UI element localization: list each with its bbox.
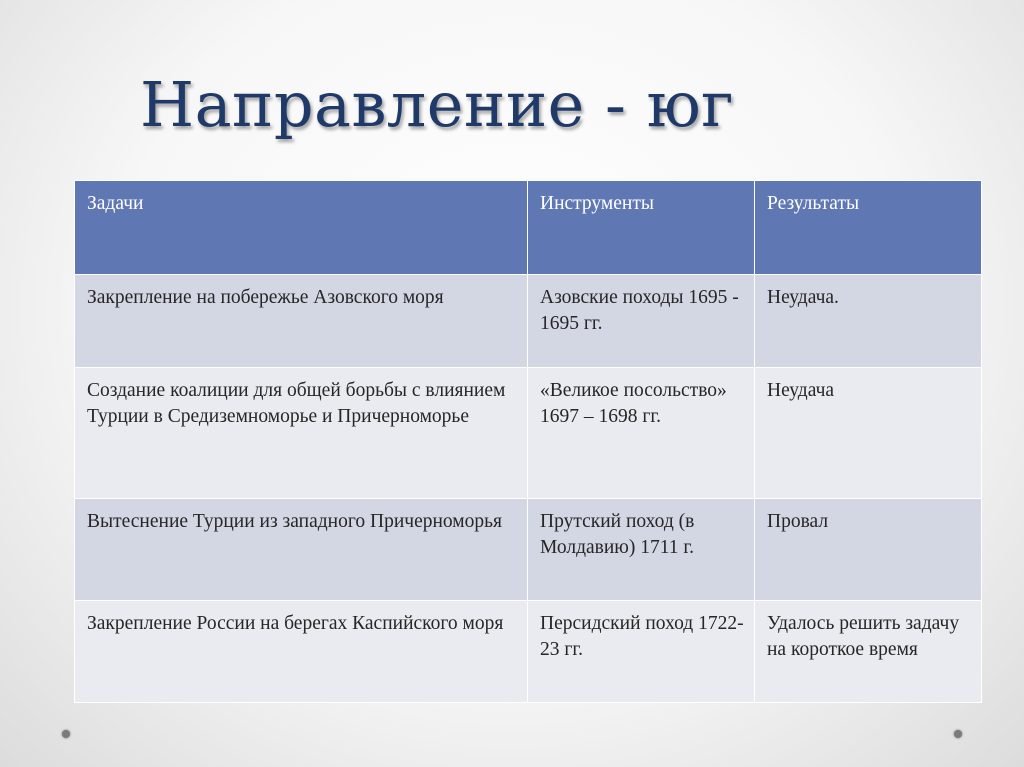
result-cell: Удалось решить задачу на короткое время <box>755 601 982 703</box>
result-cell: Провал <box>755 499 982 601</box>
table-header-row <box>75 181 982 275</box>
instrument-cell: Персидский поход 1722-23 гг. <box>528 601 755 703</box>
task-cell: Закрепление на побережье Азовского моря <box>75 275 528 368</box>
instrument-cell: Прутский поход (в Молдавию) 1711 г. <box>528 499 755 601</box>
task-cell: Вытеснение Турции из западного Причерноморья <box>75 499 528 601</box>
table-row <box>75 601 982 703</box>
header-tasks: Задачи <box>75 181 528 275</box>
task-cell: Закрепление России на берегах Каспийского моря <box>75 601 528 703</box>
tasks-table <box>74 180 982 703</box>
table-row <box>75 368 982 499</box>
result-cell: Неудача. <box>755 275 982 368</box>
result-cell: Неудача <box>755 368 982 499</box>
table-row <box>75 499 982 601</box>
instrument-cell: Азовские походы 1695 - 1695 гг. <box>528 275 755 368</box>
table-row <box>75 275 982 368</box>
header-instruments: Инструменты <box>528 181 755 275</box>
instrument-cell: «Великое посольство» 1697 – 1698 гг. <box>528 368 755 499</box>
slide-title: Направление - юг <box>140 68 735 141</box>
task-cell: Создание коалиции для общей борьбы с влиянием Турции в Средиземноморье и Причерноморье <box>75 368 528 499</box>
header-results: Результаты <box>755 181 982 275</box>
decorative-dot-icon <box>62 730 70 738</box>
decorative-dot-icon <box>954 730 962 738</box>
